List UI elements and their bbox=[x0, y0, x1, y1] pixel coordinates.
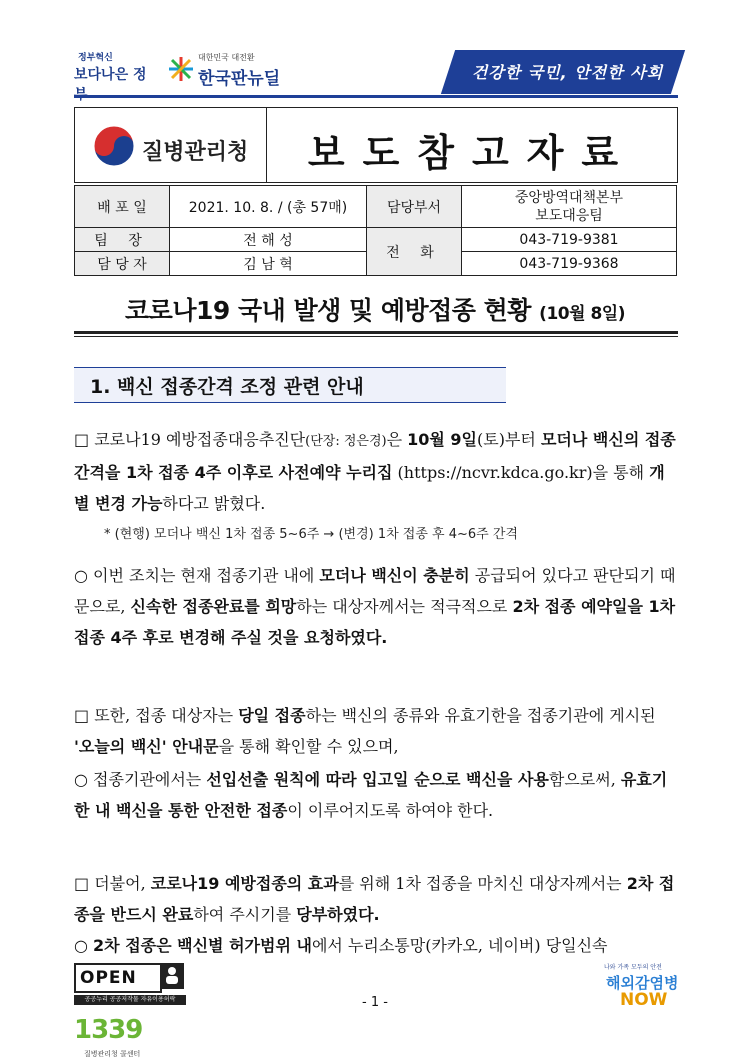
p5-bold: 2차 접종을 반드시 완료 bbox=[74, 874, 675, 924]
title-rule bbox=[74, 331, 678, 334]
newdeal-star-icon bbox=[168, 56, 194, 82]
p1-text: (토)부터 bbox=[477, 430, 541, 449]
p1-text: 하다고 밝혔다. bbox=[162, 494, 266, 513]
dist-date-label: 배 포 일 bbox=[75, 186, 170, 228]
header-rule bbox=[74, 95, 678, 98]
p3-text: 을 통해 확인할 수 있으며, bbox=[218, 737, 399, 756]
person-icon bbox=[160, 963, 184, 989]
paragraph-6 bbox=[74, 930, 680, 961]
contact-info-table bbox=[74, 185, 677, 276]
slogan-text: 건강한 국민, 안전한 사회 bbox=[471, 63, 664, 82]
p6-text: 에서 누리소통망(카카오, 네이버) 당일신속 bbox=[311, 936, 608, 955]
newdeal-small-text: 대한민국 대전환 bbox=[198, 53, 255, 62]
title-rule-thin bbox=[74, 336, 678, 337]
p5-text: □ 더불어, bbox=[74, 874, 151, 893]
p6-text: ○ bbox=[74, 936, 94, 955]
team-lead-value: 전 해 성 bbox=[170, 228, 367, 252]
gov-innovation-logo bbox=[74, 46, 154, 86]
p4-bold: 선입선출 원칙에 따라 입고일 순으로 백신을 사용 bbox=[206, 770, 549, 789]
phone-label: 전 화 bbox=[367, 228, 462, 276]
dept-value-line1: 중앙방역대책본부 bbox=[514, 189, 624, 206]
paragraph-1 bbox=[74, 424, 680, 519]
open-license-mark bbox=[74, 963, 186, 1005]
p4-text: 이 이루어지도록 하여야 한다. bbox=[287, 801, 494, 820]
call-center-number: 1339 bbox=[74, 1015, 143, 1045]
page-number: - 1 - bbox=[362, 995, 388, 1010]
p4-bold: 유효기한 내 백신을 통한 안전한 접종 bbox=[74, 770, 668, 820]
p2-bold: 신속한 접종완료를 희망 bbox=[130, 597, 297, 616]
newdeal-text: 한국판뉴딜 bbox=[198, 69, 281, 89]
section-heading: 1. 백신 접종간격 조정 관련 안내 bbox=[90, 376, 364, 398]
p5-bold: 당부하였다. bbox=[296, 905, 380, 924]
p2-text: ○ 이번 조치는 현재 접종기관 내에 bbox=[74, 566, 320, 585]
p1-bold: 개별 변경 가능 bbox=[74, 463, 665, 513]
p5-text: 하여 주시기를 bbox=[193, 905, 297, 924]
staff-value: 김 남 혁 bbox=[170, 252, 367, 276]
p6-bold: 2차 접종은 백신별 허가범위 내 bbox=[93, 936, 312, 955]
footnote: * (현행) 모더나 백신 1차 접종 5~6주 → (변경) 1차 접종 후 4~6주 간격 bbox=[104, 527, 518, 542]
taegeuk-emblem-icon bbox=[92, 124, 136, 168]
p4-text: 함으로써, bbox=[548, 770, 621, 789]
overseas-small-text: 나와 가족 모두의 안전 bbox=[604, 964, 662, 971]
dept-value-line2: 보도대응팀 bbox=[535, 207, 603, 224]
main-title bbox=[70, 291, 680, 327]
call-center-logo bbox=[74, 1015, 164, 1059]
dept-value bbox=[462, 186, 677, 228]
document-type-title: 보도참고자료 bbox=[307, 130, 637, 175]
dist-date-value: 2021. 10. 8. / (총 57매) bbox=[170, 186, 367, 228]
paragraph-3 bbox=[74, 700, 680, 762]
phone-1: 043-719-9381 bbox=[462, 228, 677, 252]
p4-text: ○ 접종기관에서는 bbox=[74, 770, 207, 789]
team-lead-label: 팀 장 bbox=[75, 228, 170, 252]
paragraph-4 bbox=[74, 764, 680, 826]
overseas-text: 해외감염병 bbox=[606, 974, 679, 992]
p5-text: 를 위해 1차 접종을 마치신 대상자께서는 bbox=[338, 874, 627, 893]
open-license-subtext: 공공누리 공공저작물 자유이용허락 bbox=[74, 995, 186, 1005]
korean-newdeal-logo bbox=[168, 50, 288, 89]
p3-text: 하는 백신의 종류와 유효기한을 접종기관에 게시된 bbox=[305, 706, 656, 725]
p2-text: 하는 대상자께서는 적극적으로 bbox=[296, 597, 513, 616]
gov-logo-text: 보다나은 정 bbox=[74, 67, 147, 83]
gov-logo-small-text: 정부혁신 bbox=[78, 53, 113, 63]
p1-text: □ 코로나19 예방접종대응추진단 bbox=[74, 430, 306, 449]
phone-2: 043-719-9368 bbox=[462, 252, 677, 276]
main-title-date: (10월 8일) bbox=[539, 304, 625, 324]
p2-bold: 2차 접종 예약일을 1차 접종 4주 후로 변경해 주실 것을 요청하였다. bbox=[74, 597, 676, 647]
p3-bold: '오늘의 백신' 안내문 bbox=[74, 737, 219, 756]
p1-text: (https://ncvr.kdca.go.kr)을 통해 bbox=[392, 463, 650, 482]
p1-note: (단장: 정은경) bbox=[305, 434, 387, 449]
agency-name: 질병관리청 bbox=[142, 140, 249, 165]
overseas-infection-now-logo bbox=[604, 962, 680, 1010]
now-text: NOW bbox=[620, 990, 668, 1010]
dept-label: 담당부서 bbox=[367, 186, 462, 228]
paragraph-5 bbox=[74, 868, 680, 930]
p1-bold: 모더나 백신의 접종간격을 1차 접종 4주 이후로 사전예약 누리집 bbox=[74, 430, 676, 482]
p1-text: 은 bbox=[386, 430, 408, 449]
p1-bold: 10월 9일 bbox=[407, 430, 478, 449]
open-label: OPEN bbox=[74, 963, 162, 993]
title-divider bbox=[266, 107, 267, 183]
call-center-label: 질병관리청 콜센터 bbox=[84, 1050, 141, 1058]
p5-bold: 코로나19 예방접종의 효과 bbox=[150, 874, 339, 893]
p3-bold: 당일 접종 bbox=[238, 706, 306, 725]
p3-text: □ 또한, 접종 대상자는 bbox=[74, 706, 239, 725]
main-title-text: 코로나19 국내 발생 및 예방접종 현황 bbox=[125, 296, 531, 325]
p2-bold: 모더나 백신이 충분히 bbox=[319, 566, 470, 585]
p2-text: 공급되어 있다고 판단되기 때문으로, bbox=[74, 566, 676, 616]
staff-label: 담 당 자 bbox=[75, 252, 170, 276]
paragraph-2 bbox=[74, 560, 680, 653]
